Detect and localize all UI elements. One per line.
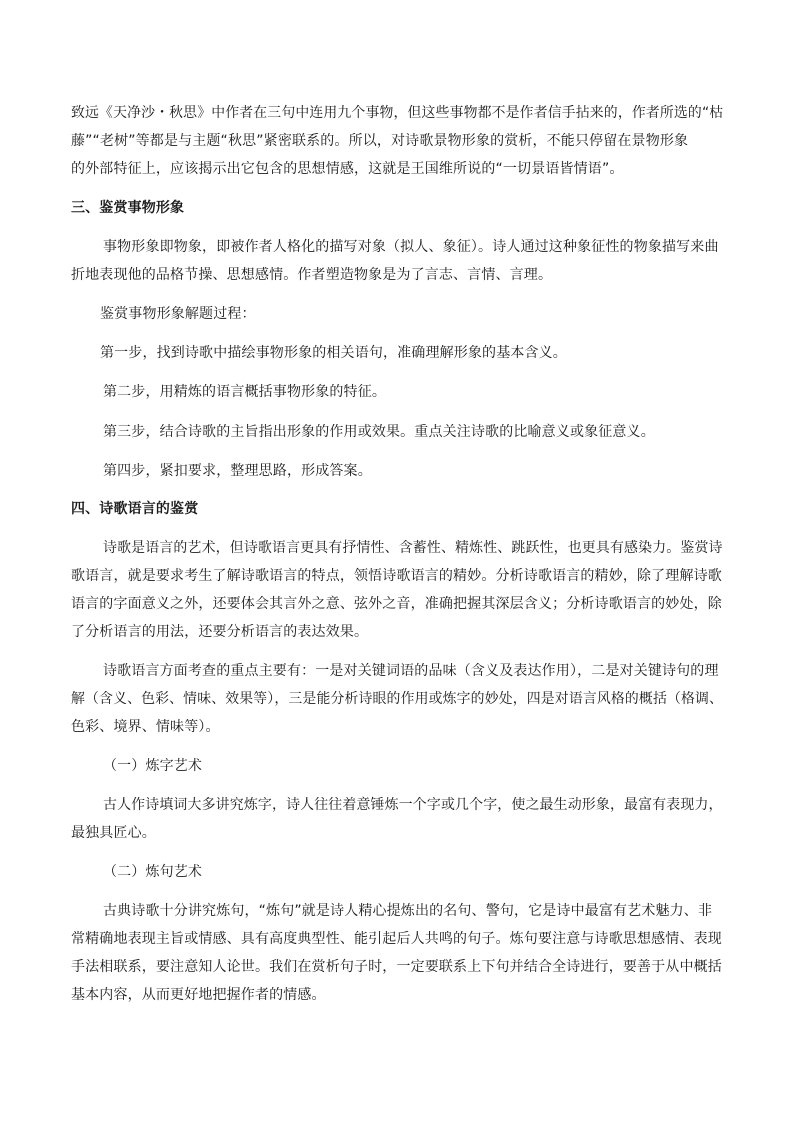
subsection-1-heading: （一）炼字艺术	[103, 758, 203, 774]
sub2-line-1: 古典诗歌十分讲究炼句，“炼句”就是诗人精心提炼出的名句、警句，它是诗中最富有艺术魅力、非	[103, 903, 713, 919]
section-3-heading: 三、鉴赏事物形象	[71, 200, 185, 216]
step-4: 第四步，紧扣要求，整理思路，形成答案。	[103, 463, 372, 479]
intro-line-1: 致远《天净沙・秋思》中作者在三句中连用九个事物，但这些事物都不是作者信手拈来的，作者所选的“枯	[71, 105, 724, 121]
subsection-2-heading: （二）炼句艺术	[103, 864, 203, 880]
para1-line-2: 歌语言，就是要求考生了解诗歌语言的特点，领悟诗歌语言的精妙。分析诗歌语言的精妙，除了理解诗歌	[71, 568, 722, 584]
sub2-line-2: 常精确地表现主旨或情感、具有高度典型性、能引起后人共鸣的句子。炼句要注意与诗歌思想感情、表现	[71, 931, 722, 947]
intro-line-2: 藤”“老树”等都是与主题“秋思”紧密联系的。所以，对诗歌景物形象的赏析，不能只停留在景物形象	[71, 133, 689, 149]
para2-line-2: 解（含义、色彩、情味、效果等），三是能分析诗眼的作用或炼字的妙处，四是对语言风格的概括（格调、	[71, 691, 724, 707]
step-2: 第二步，用精炼的语言概括事物形象的特征。	[103, 384, 386, 400]
sub1-line-1: 古人作诗填词大多讲究炼字，诗人往往着意锤炼一个字或几个字，使之最生动形象，最富有表现力，	[103, 797, 723, 813]
process-title: 鉴赏事物形象解题过程：	[100, 306, 256, 322]
step-1: 第一步，找到诗歌中描绘事物形象的相关语句，准确理解形象的基本含义。	[100, 345, 567, 361]
section-4-heading: 四、诗歌语言的鉴赏	[71, 501, 199, 517]
para2-line-1: 诗歌语言方面考查的重点主要有：一是对关键词语的品味（含义及表达作用），二是对关键诗句的理	[103, 663, 719, 679]
para1-line-1: 诗歌是语言的艺术，但诗歌语言更具有抒情性、含蓄性、精炼性、跳跃性，也更具有感染力。鉴赏诗	[103, 540, 723, 556]
definition-line-2: 折地表现他的品格节操、思想感情。作者塑造物象是为了言志、言情、言理。	[71, 267, 553, 283]
step-3: 第三步，结合诗歌的主旨指出形象的作用或效果。重点关注诗歌的比喻意义或象征意义。	[103, 424, 655, 440]
intro-line-3: 的外部特征上，应该揭示出它包含的思想情感，这就是王国维所说的“一切景语皆情语”。	[71, 161, 624, 177]
sub1-line-2: 最独具匠心。	[71, 825, 156, 841]
para1-line-3: 语言的字面意义之外，还要体会其言外之意、弦外之音，准确把握其深层含义；分析诗歌语言的妙处，除	[71, 596, 722, 612]
sub2-line-4: 基本内容，从而更好地把握作者的情感。	[71, 987, 326, 1003]
sub2-line-3: 手法相联系，要注意知人论世。我们在赏析句子时，一定要联系上下句并结合全诗进行，要善于从中概括	[71, 959, 722, 975]
definition-line-1: 事物形象即物象，即被作者人格化的描写对象（拟人、象征）。诗人通过这种象征性的物象描写来曲	[103, 239, 719, 255]
para2-line-3: 色彩、境界、情味等）。	[71, 719, 220, 735]
para1-line-4: 了分析语言的用法，还要分析语言的表达效果。	[71, 624, 369, 640]
